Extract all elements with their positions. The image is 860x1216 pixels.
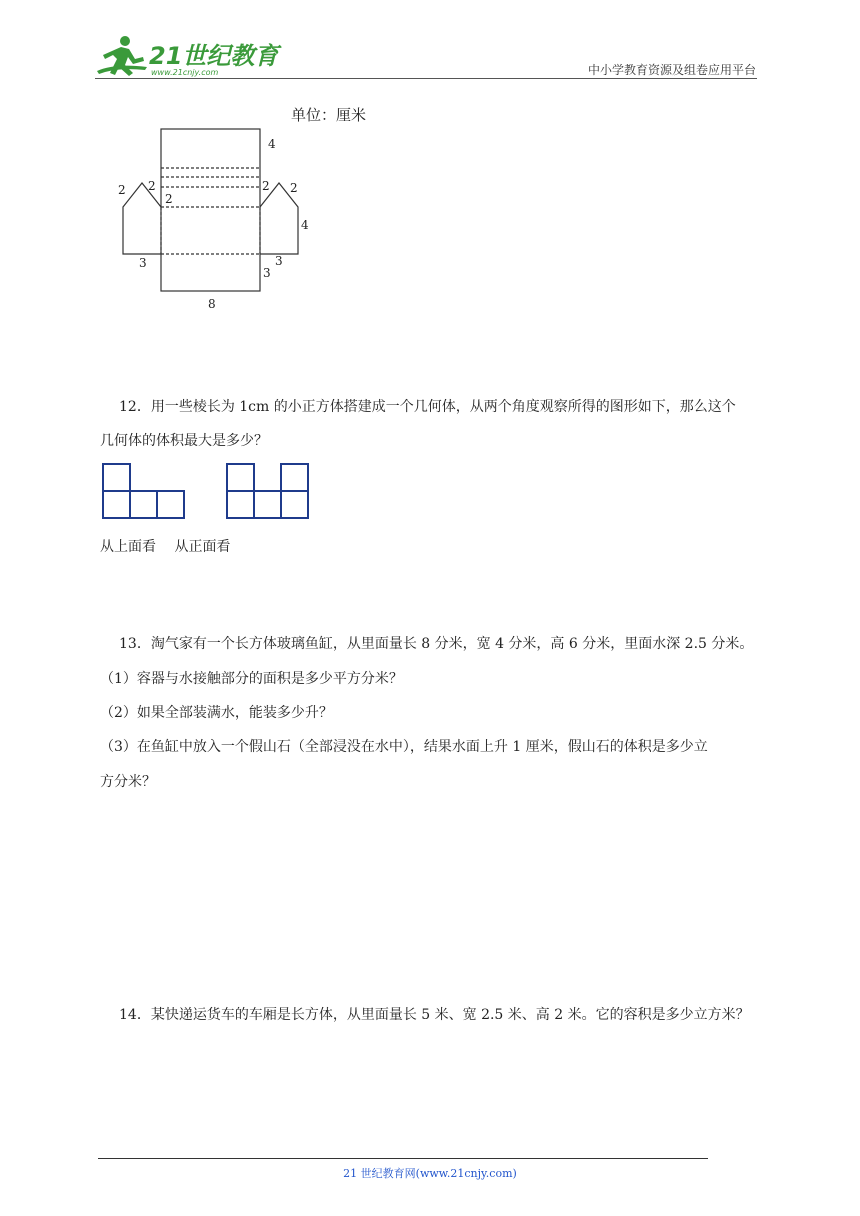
net-strip (161, 129, 260, 291)
q13-text-line1: 13．淘气家有一个长方体玻璃鱼缸，从里面量长 8 分米，宽 4 分米，高 6 分米，里面水深 2.5 分米。 (119, 636, 754, 652)
dim-label: 3 (139, 256, 147, 270)
q12-text-line2: 几何体的体积最大是多少？ (100, 433, 268, 449)
header-divider (95, 78, 757, 79)
top-view-grid (101, 462, 187, 522)
logo (95, 33, 279, 79)
q13-sub3-line2: 方分米？ (100, 774, 156, 790)
footer-link[interactable]: 21 世纪教育网(www.21cnjy.com) (343, 1167, 517, 1180)
dim-label: 2 (165, 192, 173, 206)
q14-text-line1: 14．某快递运货车的车厢是长方体，从里面量长 5 米、宽 2.5 米、高 2 米。它的容积是多少立方米？ (119, 1007, 750, 1023)
footer-divider (98, 1158, 708, 1159)
logo-text: 21世纪教育 (149, 42, 279, 70)
net-left-side (123, 183, 161, 254)
runner-icon (97, 36, 147, 76)
logo-url: www.21cnjy.com (151, 68, 219, 77)
dim-label: 2 (290, 181, 298, 195)
dim-label: 2 (148, 179, 156, 193)
dim-label: 4 (301, 218, 309, 232)
dim-label: 3 (263, 266, 271, 280)
dim-label: 2 (118, 183, 126, 197)
views-label: 从上面看 从正面看 (100, 539, 231, 555)
cuboid-net-diagram (100, 120, 330, 320)
unit-label: 单位：厘米 (291, 106, 367, 124)
q13-sub2: （2）如果全部装满水，能装多少升？ (100, 705, 333, 721)
q12-text-line1: 12．用一些棱长为 1cm 的小正方体搭建成一个几何体，从两个角度观察所得的图形如下，那么这个 (119, 399, 736, 415)
front-view-grid (225, 462, 311, 522)
dim-label: 8 (208, 297, 216, 311)
platform-name: 中小学教育资源及组卷应用平台 (587, 63, 756, 77)
q13-sub3-line1: （3）在鱼缸中放入一个假山石（全部浸没在水中），结果水面上升 1 厘米，假山石的体积是多少立 (100, 739, 708, 755)
q13-sub1: （1）容器与水接触部分的面积是多少平方分米？ (100, 671, 403, 687)
dim-label: 4 (268, 137, 276, 151)
dim-label: 3 (275, 254, 283, 268)
dim-label: 2 (262, 179, 270, 193)
